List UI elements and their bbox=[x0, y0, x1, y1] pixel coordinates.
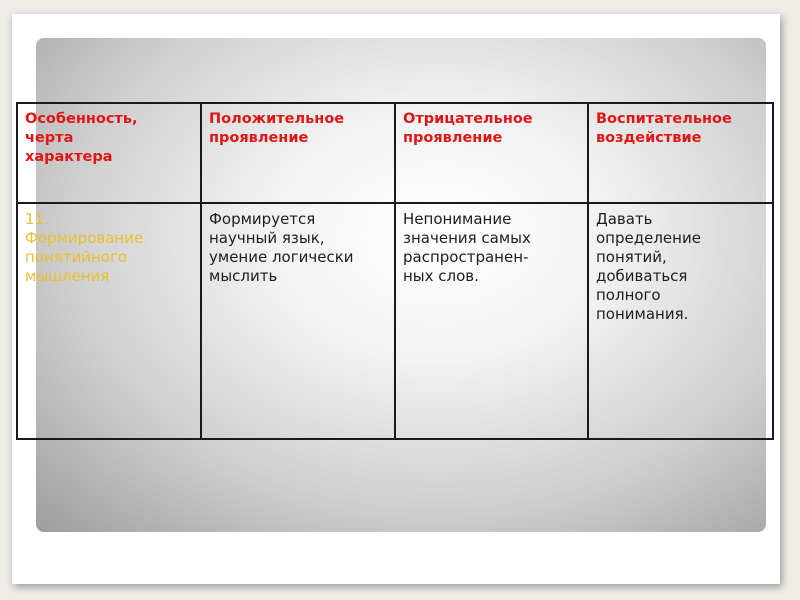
cell-action-text: Давать определение понятий, добиваться полного понимания. bbox=[596, 210, 701, 323]
header-positive-text: Положительное проявление bbox=[209, 111, 345, 146]
table-row bbox=[17, 203, 773, 439]
table-header-row bbox=[17, 103, 773, 203]
character-features-table bbox=[16, 102, 774, 440]
header-action-text: Воспитательное воздействие bbox=[596, 111, 732, 146]
cell-negative bbox=[395, 203, 588, 439]
cell-negative-text: Непонимание значения самых распространен- ных слов. bbox=[403, 210, 531, 285]
cell-feature bbox=[17, 203, 201, 439]
header-feature-text: Особенность, черта характера bbox=[25, 111, 138, 165]
cell-action bbox=[588, 203, 773, 439]
header-feature bbox=[17, 103, 201, 203]
cell-positive-text: Формируется научный язык, умение логически мыслить bbox=[209, 210, 354, 285]
header-negative bbox=[395, 103, 588, 203]
cell-positive bbox=[201, 203, 395, 439]
header-positive bbox=[201, 103, 395, 203]
header-action bbox=[588, 103, 773, 203]
cell-feature-text: 11. Формирование понятийного мышления bbox=[25, 210, 144, 285]
header-negative-text: Отрицательное проявление bbox=[403, 111, 533, 146]
